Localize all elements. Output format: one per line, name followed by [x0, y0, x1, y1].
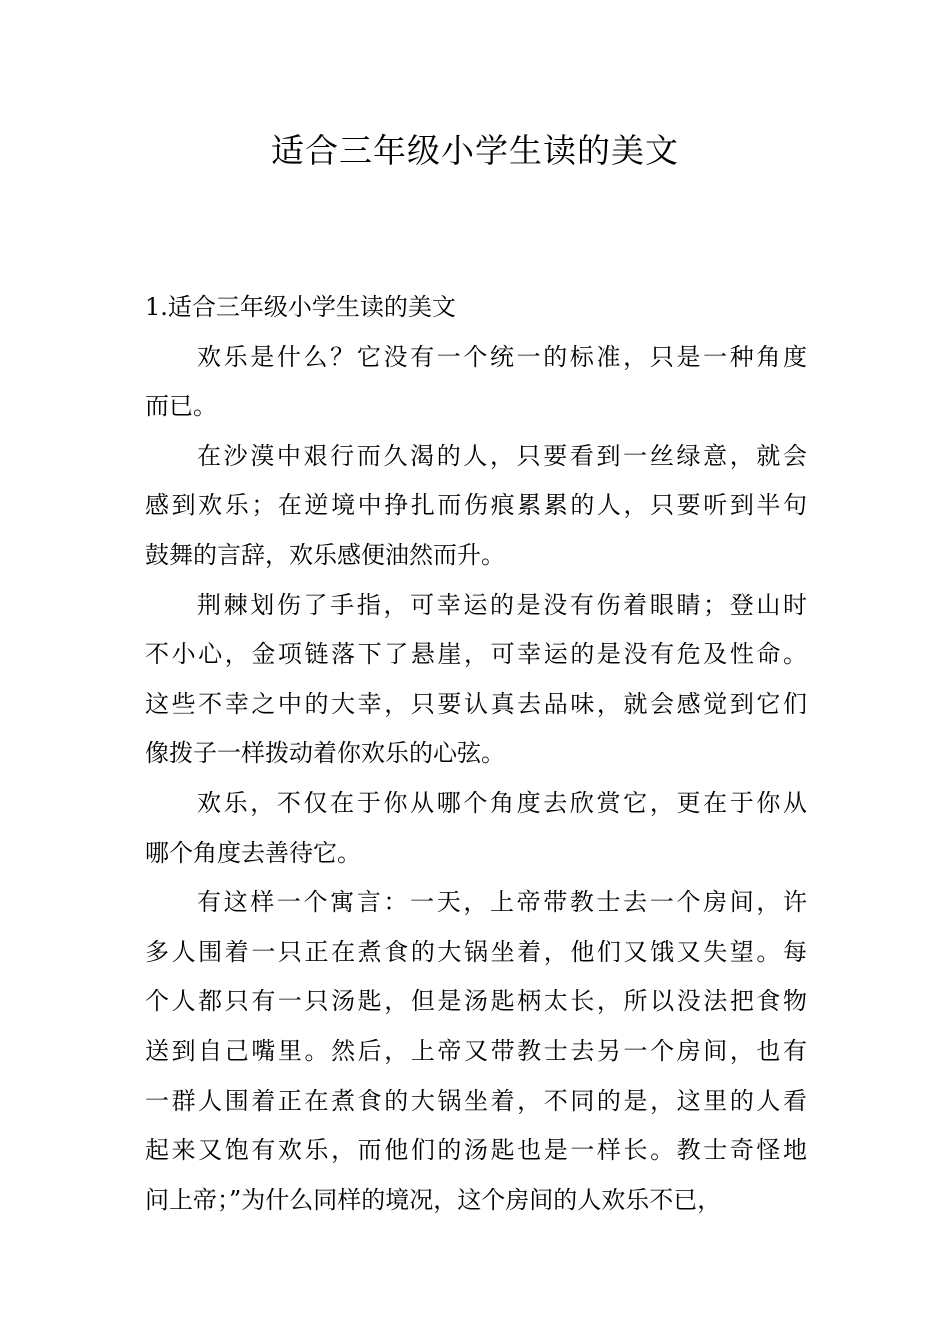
text-line: 在沙漠中艰行而久渴的人，只要看到一丝绿意，就会 — [197, 441, 807, 470]
text-line: 这些不幸之中的大幸，只要认真去品味，就会感觉到它们 — [145, 689, 807, 718]
text-line: 一群人围着正在煮食的大锅坐着，不同的是，这里的人看 — [145, 1086, 807, 1115]
text-line: 起来又饱有欢乐，而他们的汤匙也是一样长。教士奇怪地 — [145, 1136, 807, 1165]
text-line: 个人都只有一只汤匙，但是汤匙柄太长，所以没法把食物 — [145, 987, 807, 1016]
paragraph-5 — [145, 878, 807, 1225]
text-line: 不小心，金项链落下了悬崖，可幸运的是没有危及性命。 — [145, 640, 807, 669]
text-line: 感到欢乐；在逆境中挣扎而伤痕累累的人，只要听到半句 — [145, 491, 807, 520]
paragraph-1 — [145, 333, 807, 432]
paragraph-3 — [145, 581, 807, 779]
text-line: 欢乐，不仅在于你从哪个角度去欣赏它，更在于你从 — [197, 788, 807, 817]
text-line: 问上帝；”为什么同样的境况，这个房间的人欢乐不已， — [145, 1185, 722, 1214]
paragraph-2 — [145, 432, 807, 581]
section-heading: 1.适合三年级小学生读的美文 — [145, 293, 456, 321]
document-body — [145, 283, 807, 1225]
text-line: 欢乐是什么？它没有一个统一的标准，只是一种角度 — [197, 342, 807, 371]
text-line: 有这样一个寓言：一天，上帝带教士去一个房间，许 — [197, 888, 807, 917]
text-line: 像拨子一样拨动着你欢乐的心弦。 — [145, 739, 505, 768]
document-title: 适合三年级小学生读的美文 — [271, 131, 679, 170]
text-line: 鼓舞的言辞，欢乐感便油然而升。 — [145, 540, 505, 569]
text-line: 哪个角度去善待它。 — [145, 838, 361, 867]
text-line: 多人围着一只正在煮食的大锅坐着，他们又饿又失望。每 — [145, 937, 807, 966]
text-line: 送到自己嘴里。然后，上帝又带教士去另一个房间，也有 — [145, 1036, 807, 1065]
paragraph-4 — [145, 779, 807, 878]
text-line: 荆棘划伤了手指，可幸运的是没有伤着眼睛；登山时 — [197, 590, 807, 619]
text-line: 而已。 — [145, 392, 217, 421]
